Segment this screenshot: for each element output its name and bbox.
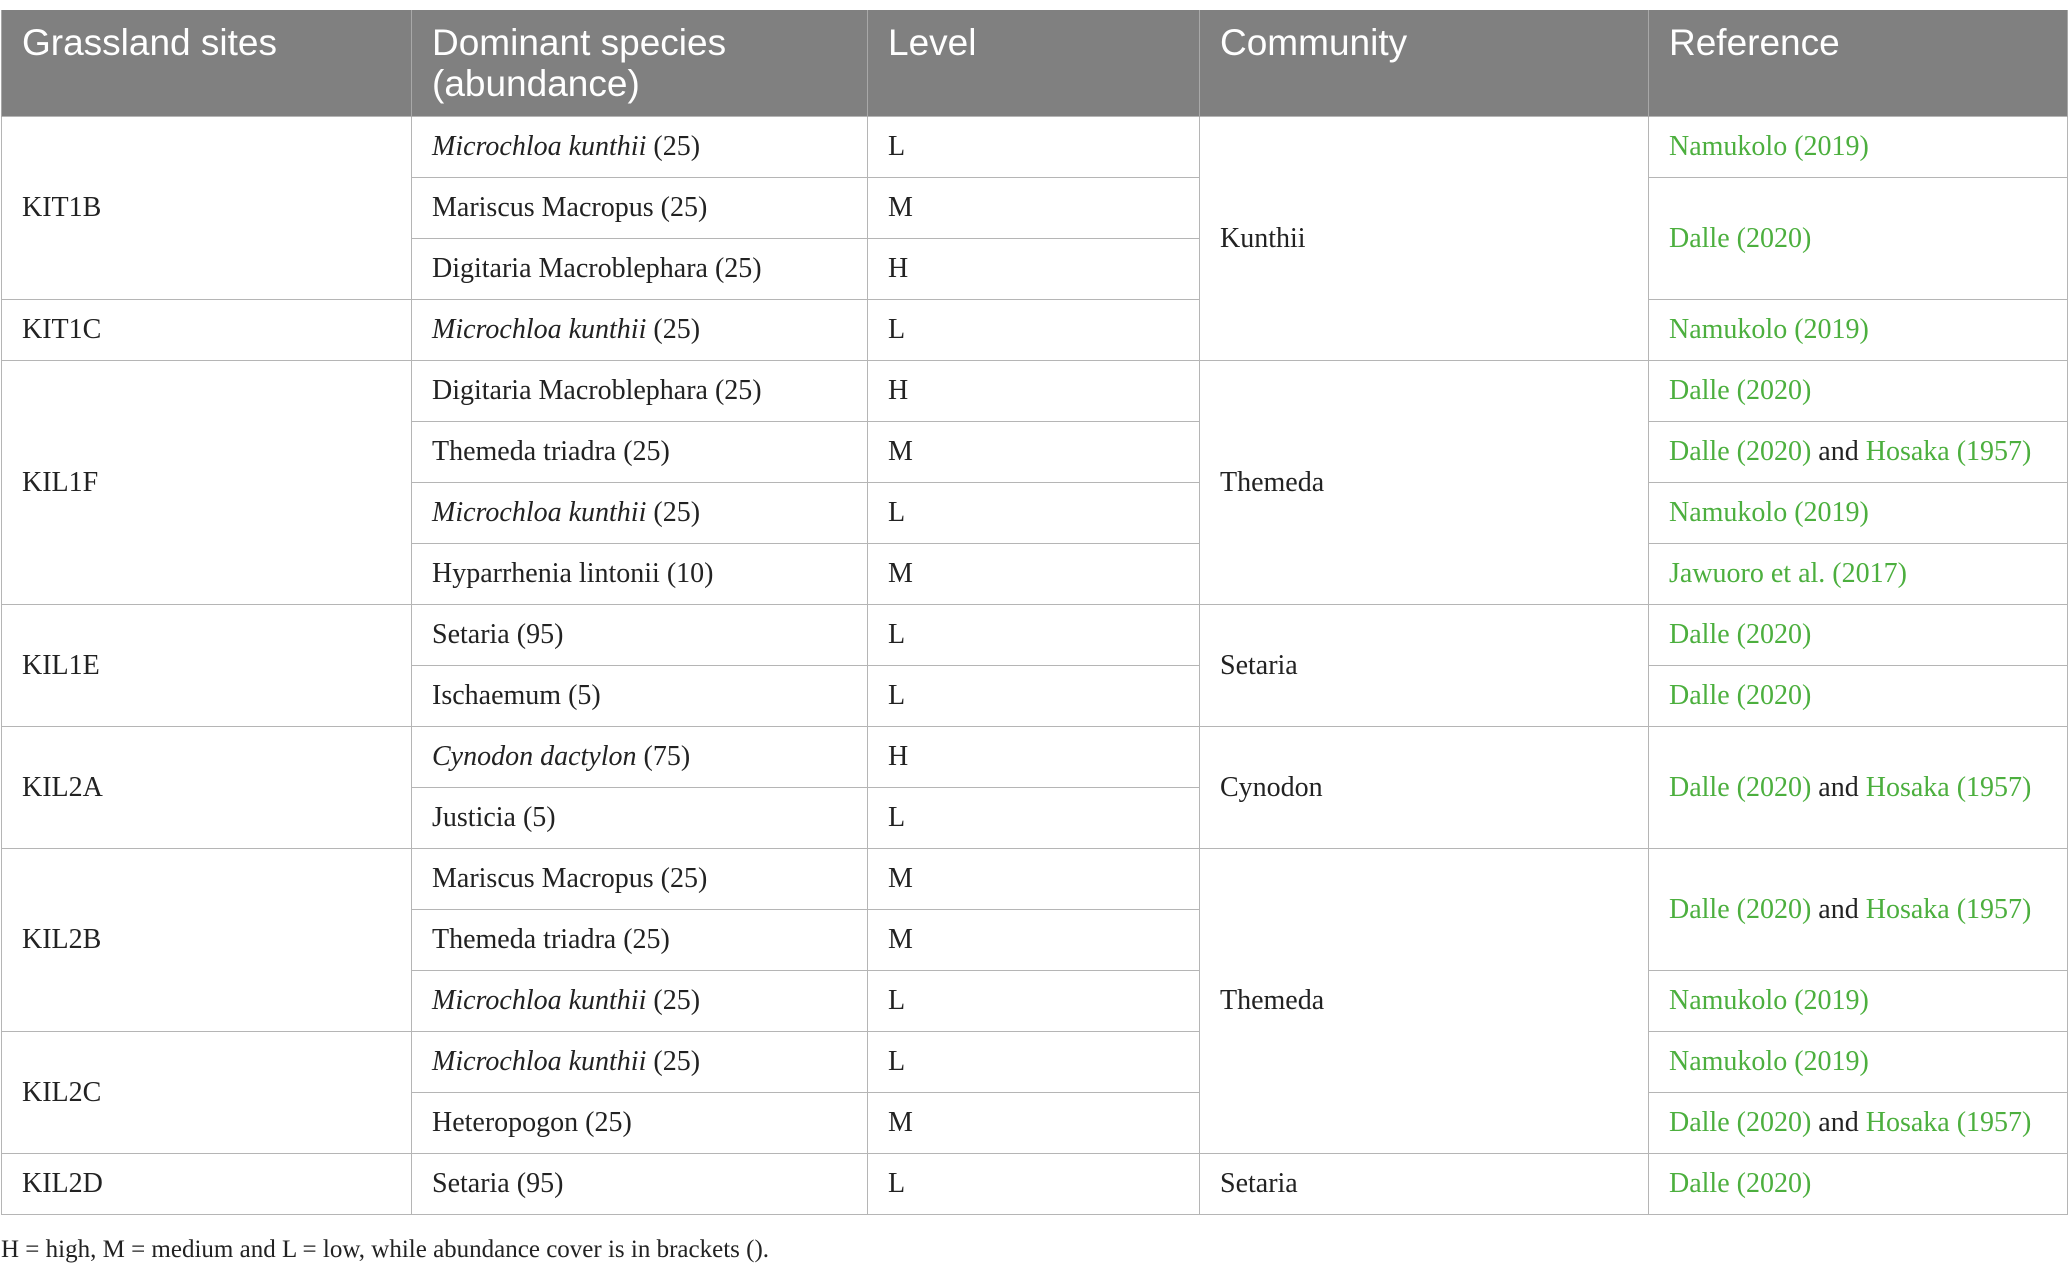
community-cell: Setaria [1200,605,1649,727]
reference-cell [1649,422,2068,483]
species-text: (25) [646,1046,701,1077]
reference-link[interactable]: Namukolo (2019) [1669,497,1869,528]
level-cell: H [868,239,1200,300]
community-cell: Cynodon [1200,727,1649,849]
reference-link[interactable]: Hosaka (1957) [1865,436,2032,467]
reference-cell [1649,178,2068,300]
reference-cell [1649,605,2068,666]
reference-cell [1649,849,2068,971]
site-cell: KIL1F [2,361,412,605]
header-row [2,10,2068,117]
reference-link[interactable]: Hosaka (1957) [1865,771,2032,803]
level-cell: L [868,300,1200,361]
reference-cell [1649,117,2068,178]
grassland-table [1,10,2068,1215]
reference-link[interactable]: Hosaka (1957) [1865,1107,2032,1138]
community-cell: Setaria [1200,1154,1649,1215]
header-species-line2: (abundance) [432,63,640,104]
species-italic: Microchloa kunthii [432,314,647,345]
species-text: Justicia (5) [432,802,556,833]
species-italic: Microchloa kunthii [432,131,647,162]
level-cell: M [868,544,1200,605]
species-cell [412,1032,868,1093]
species-cell [412,849,868,910]
reference-link[interactable]: Dalle (2020) [1669,375,1812,406]
species-text: (25) [646,497,701,528]
species-cell [412,117,868,178]
species-cell [412,1154,868,1215]
species-italic: Microchloa kunthii [432,1046,647,1077]
reference-cell [1649,300,2068,361]
reference-cell [1649,483,2068,544]
level-cell: H [868,361,1200,422]
species-cell [412,239,868,300]
level-cell: M [868,910,1200,971]
species-cell [412,422,868,483]
species-cell [412,544,868,605]
level-cell: L [868,971,1200,1032]
reference-link[interactable]: Hosaka (1957) [1865,893,2032,925]
reference-cell [1649,544,2068,605]
reference-and: and [1811,893,1866,925]
species-text: Digitaria Macroblephara (25) [432,375,762,406]
species-text: Ischaemum (5) [432,680,601,711]
species-text: Themeda triadra (25) [432,924,670,955]
reference-link[interactable]: Dalle (2020) [1669,771,1812,803]
level-cell: M [868,178,1200,239]
species-text: Mariscus Macropus (25) [432,863,708,894]
level-cell: M [868,849,1200,910]
header-reference [1649,10,2068,117]
species-text: (25) [646,985,701,1016]
site-cell: KIL2A [2,727,412,849]
level-cell: L [868,117,1200,178]
site-cell: KIT1C [2,300,412,361]
level-cell: L [868,788,1200,849]
species-text: Heteropogon (25) [432,1107,632,1138]
site-cell: KIL2C [2,1032,412,1154]
table-row [2,727,2068,788]
level-cell: L [868,1032,1200,1093]
header-grassland-sites [2,10,412,117]
table-container [0,10,2068,1215]
level-cell: L [868,1154,1200,1215]
site-cell: KIL2D [2,1154,412,1215]
species-italic: Cynodon dactylon [432,741,637,772]
reference-cell [1649,666,2068,727]
reference-and: and [1811,1107,1866,1138]
reference-and: and [1811,771,1866,803]
header-reference-label: Reference [1669,22,1840,63]
species-cell [412,910,868,971]
header-site-label: Grassland sites [22,22,277,63]
reference-cell [1649,1093,2068,1154]
reference-link[interactable]: Namukolo (2019) [1669,314,1869,345]
species-text: Setaria (95) [432,619,564,650]
species-cell [412,605,868,666]
reference-cell [1649,361,2068,422]
species-cell [412,788,868,849]
level-cell: L [868,666,1200,727]
reference-cell [1649,1032,2068,1093]
site-cell: KIL1E [2,605,412,727]
reference-link[interactable]: Dalle (2020) [1669,436,1812,467]
header-level [868,10,1200,117]
species-text: Setaria (95) [432,1168,564,1199]
reference-link[interactable]: Namukolo (2019) [1669,131,1869,162]
species-text: (25) [646,314,701,345]
level-cell: M [868,1093,1200,1154]
species-text: Themeda triadra (25) [432,436,670,467]
reference-link[interactable]: Jawuoro et al. (2017) [1669,558,1907,589]
site-cell: KIL2B [2,849,412,1032]
table-row [2,605,2068,666]
reference-cell [1649,1154,2068,1215]
species-cell [412,1093,868,1154]
species-text: (75) [636,741,691,772]
reference-cell [1649,971,2068,1032]
species-text: Mariscus Macropus (25) [432,192,708,223]
reference-link[interactable]: Dalle (2020) [1669,619,1812,650]
reference-and: and [1811,436,1866,467]
community-cell: Themeda [1200,849,1649,1154]
header-community [1200,10,1649,117]
level-cell: M [868,422,1200,483]
level-cell: L [868,605,1200,666]
header-species-line1: Dominant species [432,22,727,63]
table-row [2,361,2068,422]
reference-link[interactable]: Dalle (2020) [1669,893,1812,925]
species-text: (25) [646,131,701,162]
species-cell [412,727,868,788]
header-community-label: Community [1220,22,1408,63]
species-italic: Microchloa kunthii [432,985,647,1016]
reference-link[interactable]: Dalle (2020) [1669,680,1812,711]
species-cell [412,300,868,361]
level-cell: H [868,727,1200,788]
species-text: Digitaria Macroblephara (25) [432,253,762,284]
community-cell: Kunthii [1200,117,1649,361]
species-cell [412,483,868,544]
reference-link[interactable]: Dalle (2020) [1669,222,1812,254]
table-row [2,117,2068,178]
header-dominant-species [412,10,868,117]
table-row [2,849,2068,910]
reference-link[interactable]: Namukolo (2019) [1669,985,1869,1016]
species-cell [412,666,868,727]
species-cell [412,361,868,422]
species-cell [412,971,868,1032]
table-footnote: H = high, M = medium and L = low, while abundance cover is in brackets (). [1,1236,770,1263]
header-level-label: Level [888,22,977,63]
reference-link[interactable]: Namukolo (2019) [1669,1046,1869,1077]
reference-link[interactable]: Dalle (2020) [1669,1107,1812,1138]
level-cell: L [868,483,1200,544]
table-body [2,117,2068,1215]
table-row [2,1154,2068,1215]
table-row [2,1032,2068,1093]
table-row [2,300,2068,361]
species-cell [412,178,868,239]
table-header [2,10,2068,117]
reference-link[interactable]: Dalle (2020) [1669,1168,1812,1199]
species-italic: Microchloa kunthii [432,497,647,528]
reference-cell [1649,727,2068,849]
species-text: Hyparrhenia lintonii (10) [432,558,714,589]
community-cell: Themeda [1200,361,1649,605]
site-cell: KIT1B [2,117,412,300]
